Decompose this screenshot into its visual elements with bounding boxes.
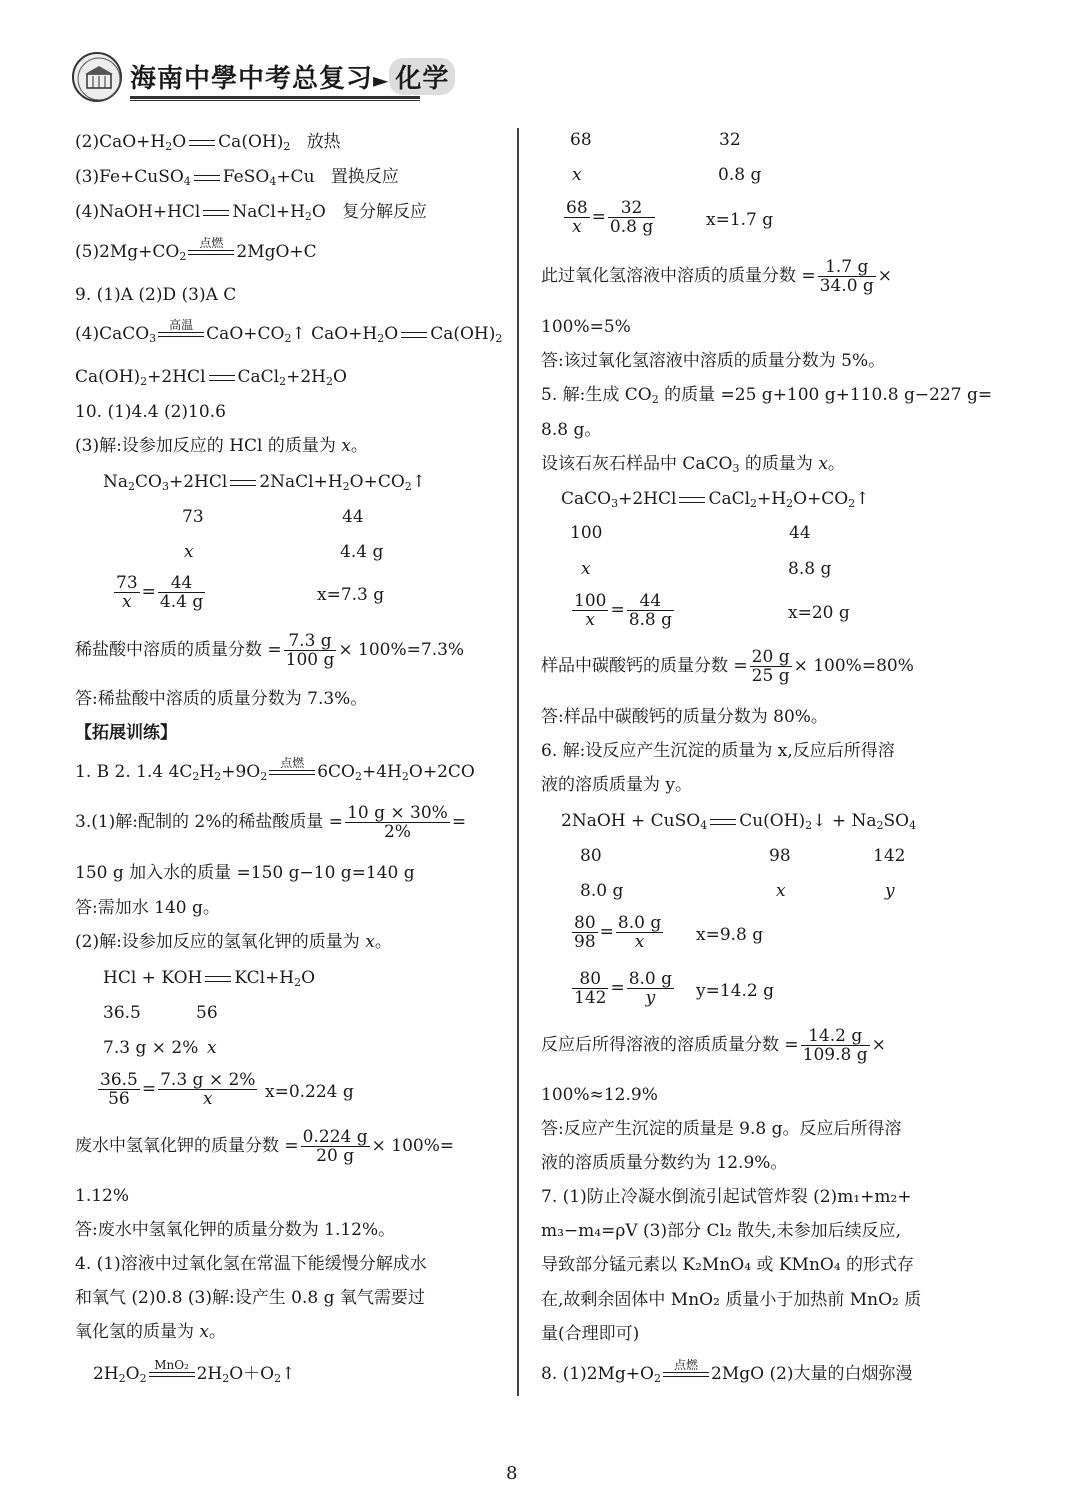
text-line: 氧化氢的质量为 x。 <box>75 1322 226 1342</box>
text-line: (4)NaOH+HCl $NaCl+H_2O$ 复分解反应 <box>75 202 428 223</box>
text-line: x <box>207 1038 217 1058</box>
school-name: 海南中學 <box>130 64 239 94</box>
text-line: 液的溶质质量为 y。 <box>541 775 693 795</box>
text-line: 8. $(1)2Mg+O_2$ 点燃 2MgO (2)大量的白烟弥漫 <box>541 1358 913 1385</box>
text-line: 答:样品中碳酸钙的质量分数为 80%。 <box>541 707 828 727</box>
text-line: 废水中氢氧化钾的质量分数 = $\frac{0.224 g}{20 g}$ × 100%= <box>75 1127 455 1166</box>
equation-line: CaCO$_3$+2HCl $CaCl_2+H_2O+CO_2↑$ <box>561 489 870 510</box>
text-line: 答:反应产生沉淀的质量是 9.8 g。反应后所得溶 <box>541 1119 902 1139</box>
text-line: x=20 g <box>788 603 850 623</box>
header-rule-thin <box>130 100 420 101</box>
arrow-right-icon: ► <box>373 68 390 92</box>
text-line: 100%=5% <box>541 317 631 337</box>
text-line: 68 <box>570 130 592 150</box>
equation-line: $Na_2CO_3+2HCl$ $2NaCl+H_2O+CO_2↑$ <box>103 472 427 493</box>
header-title <box>130 58 455 95</box>
text-line: 设该石灰石样品中 CaCO$_3$ 的质量为 x。 <box>541 454 845 475</box>
text-line: 9. (1)A (2)D (3)A C <box>75 285 237 305</box>
text-line: x=7.3 g <box>317 585 385 605</box>
text-line: m₃−m₄=ρV (3)部分 Cl₂ 散失,未参加后续反应, <box>541 1221 901 1241</box>
text-line: 7.3 g × 2% <box>103 1038 199 1058</box>
text-line: x <box>776 881 786 901</box>
equation-line: HCl + KOH $KCl+H_2O$ <box>103 968 316 989</box>
text-line: 10. (1)4.4 (2)10.6 <box>75 402 226 422</box>
text-line: 和氧气 (2)0.8 (3)解:设产生 0.8 g 氧气需要过 <box>75 1288 425 1308</box>
text-line: 6. 解:设反应产生沉淀的质量为 x,反应后所得溶 <box>541 741 895 761</box>
text-line: 73 <box>182 507 204 527</box>
text-line: 44 <box>342 507 364 527</box>
text-line: 98 <box>769 846 791 866</box>
text-line: 7. (1)防止冷凝水倒流引起试管炸裂 (2)m₁+m₂+ <box>541 1187 912 1207</box>
proportion-line: $\frac{68}{x}$ = $\frac{32}{0.8 g}$ <box>566 198 654 237</box>
equation-line: 2NaOH + CuSO$_4$ $Cu(OH)_2↓ + Na_2SO_4$ <box>561 811 917 832</box>
text-line: 44 <box>789 523 811 543</box>
text-line: x <box>572 165 582 185</box>
proportion-line: $\frac{36.5}{56}$ = $\frac{7.3 g \times 2\%}{x}$ <box>100 1070 256 1109</box>
text-line: 此过氧化氢溶液中溶质的质量分数 = $\frac{1.7 g}{34.0 g}$ × <box>541 257 893 296</box>
text-line: x=9.8 g <box>696 925 764 945</box>
text-line: 1.12% <box>75 1186 130 1206</box>
text-line: 答:废水中氢氧化钾的质量分数为 1.12%。 <box>75 1220 396 1240</box>
proportion-line: $\frac{80}{98}$ = $\frac{8.0 g}{x}$ <box>574 913 662 952</box>
text-line: 142 <box>873 846 906 866</box>
text-line: 0.8 g <box>718 165 762 185</box>
text-line: 答:该过氧化氢溶液中溶质的质量分数为 5%。 <box>541 351 886 371</box>
text-line: (4)CaCO$_3$ 高温 $CaO+CO_2↑$ $CaO+H_2O$ $Ca(OH)_2$ <box>75 318 503 345</box>
school-logo-icon <box>72 52 122 102</box>
text-line: 100%≈12.9% <box>541 1085 658 1105</box>
text-line: 反应后所得溶液的溶质质量分数 = $\frac{14.2 g}{109.8 g}$ × <box>541 1026 886 1065</box>
equation-line: $2H_2O_2$ MnO₂ $2H_2O+O_2↑$ <box>93 1358 296 1385</box>
section-heading: 【拓展训练】 <box>75 723 177 743</box>
series-name: 中考总复习 <box>238 64 374 94</box>
text-line: $Ca(OH)_2+2HCl$ $CaCl_2+2H_2O$ <box>75 367 347 388</box>
text-line: 32 <box>719 130 741 150</box>
text-line: $(5)2Mg+CO_2$ 点燃 2MgO+C <box>75 236 317 263</box>
text-line: 8.8 g。 <box>541 420 602 440</box>
text-line: x <box>581 559 591 579</box>
text-line: x <box>184 542 194 562</box>
proportion-line: $\frac{100}{x}$ = $\frac{44}{8.8 g}$ <box>574 591 673 630</box>
text-line: (3)Fe+CuSO$_4$ FeSO$_4$+Cu 置换反应 <box>75 167 399 188</box>
text-line: 液的溶质质量分数约为 12.9%。 <box>541 1153 788 1173</box>
text-line: 8.8 g <box>788 559 832 579</box>
text-line: 5. 解:生成 $CO_2$ 的质量 =25 g+100 g+110.8 g−227 g= <box>541 385 993 406</box>
text-line: $(2)CaO+H_2O$ $Ca(OH)_2$ 放热 <box>75 132 341 153</box>
text-line: 56 <box>196 1003 218 1023</box>
text-line: 1. B 2. 1.4 $4C_2H_2+9O_2$ 点燃 $6CO_2+4H_2O+2CO$ <box>75 756 475 783</box>
text-line: (3)解:设参加反应的 HCl 的质量为 x。 <box>75 436 368 456</box>
header-rule <box>130 96 420 99</box>
text-line: 导致部分锰元素以 K₂MnO₄ 或 KMnO₄ 的形式存 <box>541 1255 915 1275</box>
text-line: (2)解:设参加反应的氢氧化钾的质量为 x。 <box>75 932 392 952</box>
subject-badge: 化学 <box>389 58 455 95</box>
proportion-line: $\frac{73}{x}$ = $\frac{44}{4.4 g}$ <box>116 573 204 612</box>
page-header <box>72 52 450 104</box>
text-line: 在,故剩余固体中 MnO₂ 质量小于加热前 MnO₂ 质 <box>541 1290 922 1310</box>
text-line: 4. (1)溶液中过氧化氢在常温下能缓慢分解成水 <box>75 1254 427 1274</box>
text-line: 36.5 <box>103 1003 141 1023</box>
text-line: 3.(1)解:配制的 2%的稀盐酸质量 = $\frac{10 g \times 30\%}{2\%}$ = <box>75 803 467 842</box>
text-line: y <box>885 881 895 901</box>
page-number: 8 <box>506 1463 518 1484</box>
text-line: 稀盐酸中溶质的质量分数 = $\frac{7.3 g}{100 g}$ × 100%=7.3% <box>75 631 465 670</box>
text-line: y=14.2 g <box>696 981 774 1001</box>
text-line: 答:需加水 140 g。 <box>75 898 220 918</box>
text-line: 100 <box>570 523 603 543</box>
text-line: x=0.224 g <box>265 1082 354 1102</box>
text-line: 150 g 加入水的质量 =150 g−10 g=140 g <box>75 863 415 883</box>
proportion-line: $\frac{80}{142}$ = $\frac{8.0 g}{y}$ <box>574 969 673 1008</box>
text-line: 8.0 g <box>580 881 624 901</box>
text-line: 80 <box>580 846 602 866</box>
text-line: 4.4 g <box>340 542 384 562</box>
text-line: 答:稀盐酸中溶质的质量分数为 7.3%。 <box>75 689 368 709</box>
text-line: x=1.7 g <box>706 210 774 230</box>
column-divider <box>517 128 519 1396</box>
text-line: 量(合理即可) <box>541 1324 640 1344</box>
text-line: 样品中碳酸钙的质量分数 = $\frac{20 g}{25 g}$ × 100%=80% <box>541 647 914 686</box>
